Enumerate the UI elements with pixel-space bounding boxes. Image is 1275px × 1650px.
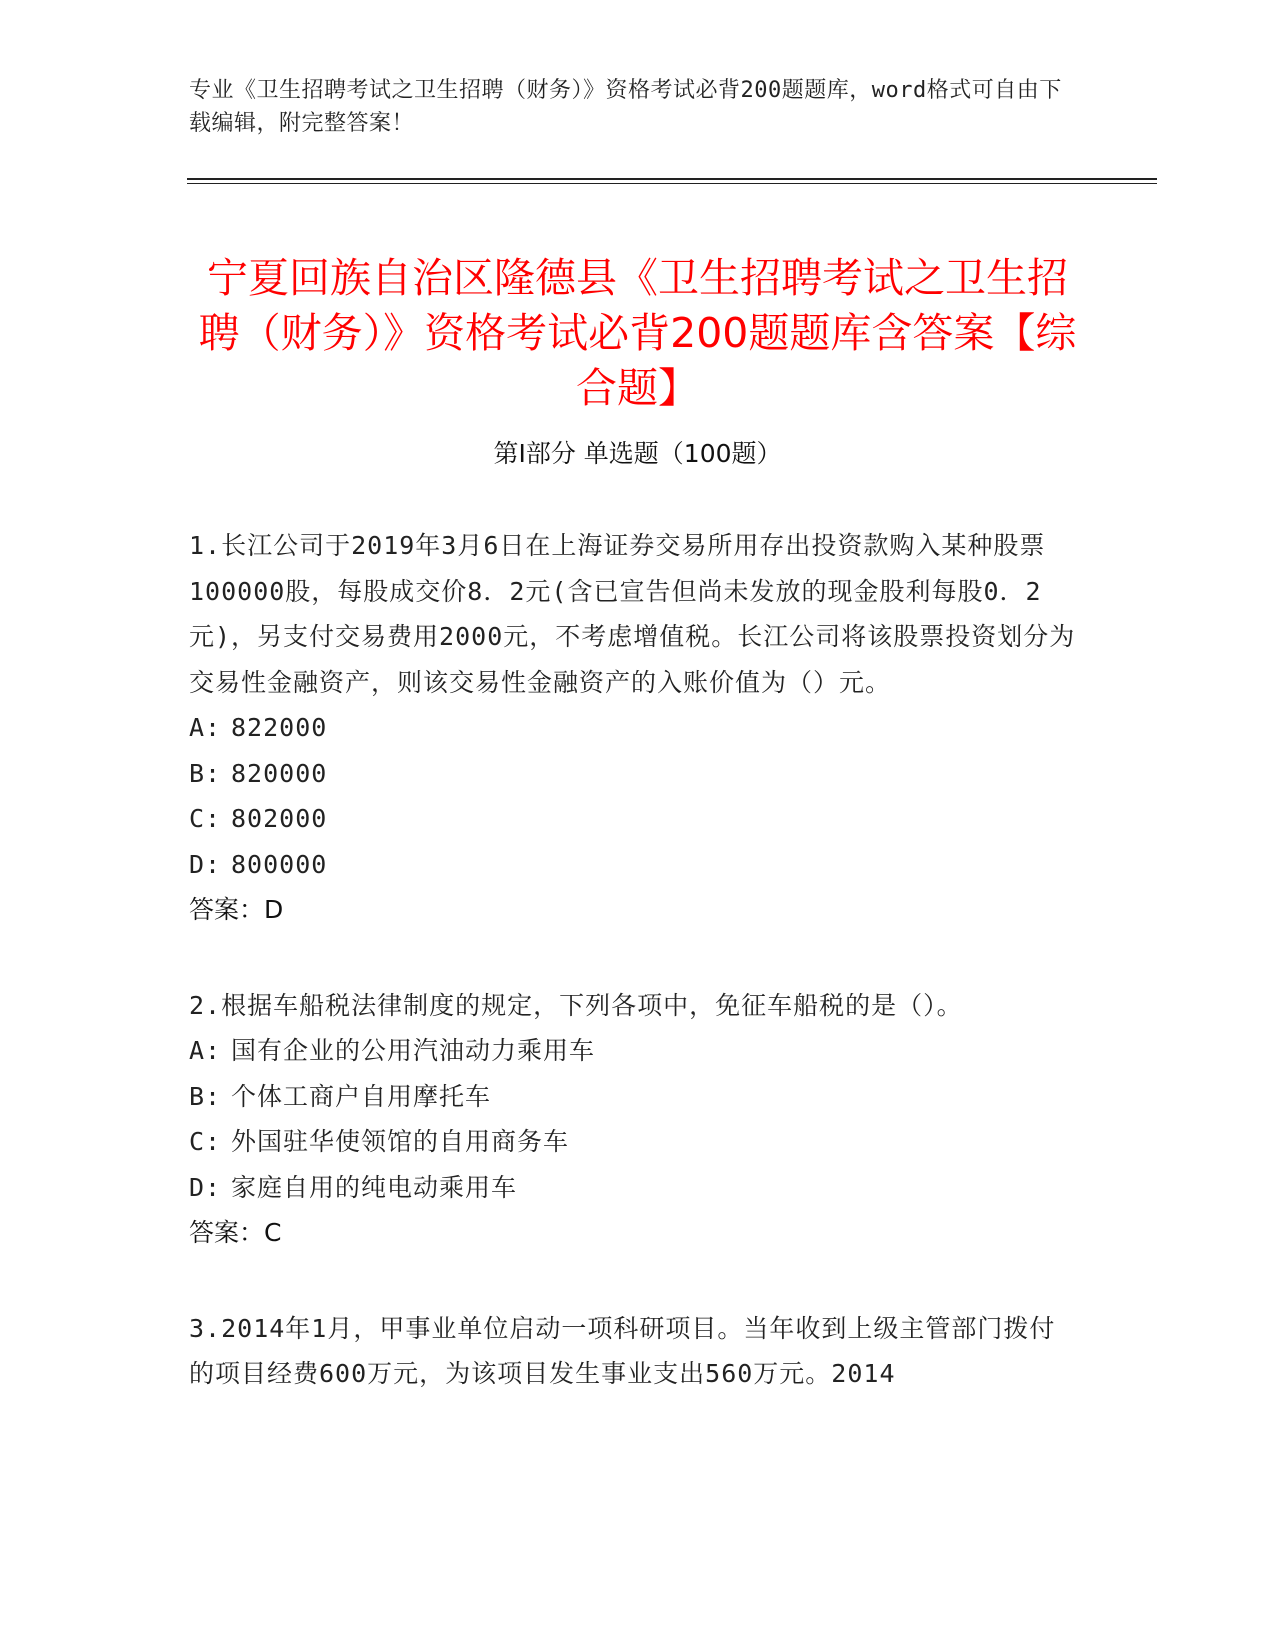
header-note: 专业《卫生招聘考试之卫生招聘（财务）》资格考试必背200题题库，word格式可自由下载编辑，附完整答案！ xyxy=(189,78,1062,136)
question-stem: 2.根据车船税法律制度的规定，下列各项中，免征车船税的是（）。 xyxy=(189,990,963,1020)
question-list xyxy=(189,523,1079,1447)
option-label: A: xyxy=(189,1036,222,1065)
option-text: 个体工商户自用摩托车 xyxy=(231,1081,492,1111)
question-stem: 3.2014年1月，甲事业单位启动一项科研项目。当年收到上级主管部门拨付的项目经费600万元，为该项目发生事业支出560万元。2014 xyxy=(189,1313,1056,1388)
option-a xyxy=(189,705,1079,751)
option-label: A: xyxy=(189,713,222,742)
option-label: C: xyxy=(189,1127,222,1156)
option-b xyxy=(189,751,1079,797)
option-text: 外国驻华使领馆的自用商务车 xyxy=(231,1127,570,1156)
question-stem: 1.长江公司于2019年3月6日在上海证券交易所用存出投资款购入某种股票100000股，每股成交价8．2元(含已宣告但尚未发放的现金股利每股0．2元)，另支付交易费用2000元，不考虑增值税。长江公司将该股票投资划分为交易性金融资产，则该交易性金融资产的入账价值为（）元。 xyxy=(189,531,1076,697)
option-text: 家庭自用的纯电动乘用车 xyxy=(231,1172,518,1202)
option-label: C: xyxy=(189,804,222,833)
option-label: D: xyxy=(189,849,222,879)
option-text: 822000 xyxy=(231,713,328,742)
question-1 xyxy=(189,523,1079,933)
answer: 答案：D xyxy=(189,895,284,924)
question-3 xyxy=(189,1306,1079,1397)
option-label: D: xyxy=(189,1172,222,1202)
document-title: 宁夏回族自治区隆德县《卫生招聘考试之卫生招聘（财务）》资格考试必背200题题库含答案【综合题】 xyxy=(198,254,1077,413)
option-c xyxy=(189,796,1079,842)
header-divider xyxy=(187,178,1157,184)
question-2 xyxy=(189,983,1079,1256)
section-title: 第I部分 单选题（100题） xyxy=(493,439,782,468)
option-text: 820000 xyxy=(231,758,328,788)
answer: 答案：C xyxy=(189,1218,282,1247)
option-d xyxy=(189,842,1079,888)
option-d xyxy=(189,1165,1079,1211)
option-text: 802000 xyxy=(231,804,328,833)
option-text: 800000 xyxy=(231,849,328,879)
option-a xyxy=(189,1028,1079,1074)
option-b xyxy=(189,1074,1079,1120)
option-label: B: xyxy=(189,1081,222,1111)
option-text: 国有企业的公用汽油动力乘用车 xyxy=(231,1036,596,1065)
option-c xyxy=(189,1119,1079,1165)
option-label: B: xyxy=(189,758,222,788)
